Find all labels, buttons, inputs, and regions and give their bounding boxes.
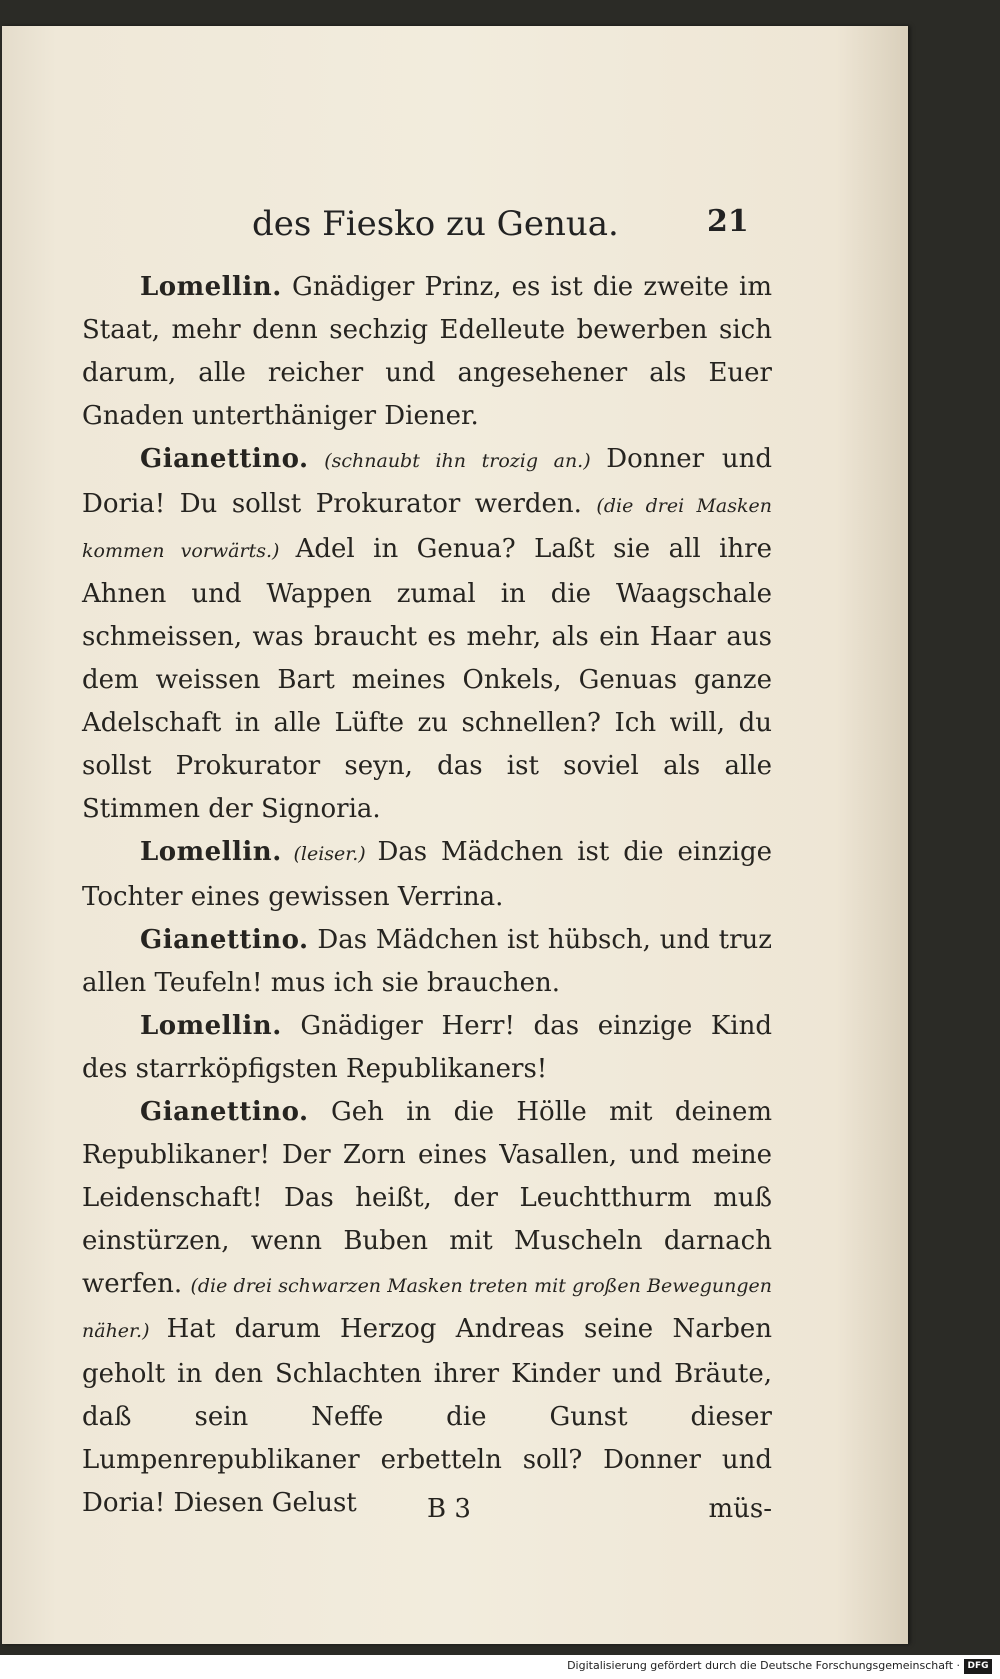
paragraph [82,919,772,1005]
dfg-logo: DFG [964,1659,992,1674]
page-header [252,204,772,254]
dialogue-text: Hat darum Herzog Andreas seine Narben geholt in den Schlachten ihrer Kinder und Bräute, daß sein Neffe die Gunst dieser Lumpenrepublikaner erbetteln soll? Donner und Doria! Diesen Gelust [82,1314,772,1518]
dialogue-text: Das Mädchen ist hübsch, und truz allen Teufeln! mus ich sie brauchen. [82,925,772,998]
paragraph [82,438,772,831]
dialogue-text: Gnädiger Prinz, es ist die zweite im Staat, mehr denn sechzig Edelleute bewerben sich darum, alle reicher und angesehener als Euer Gnaden unterthäniger Diener. [82,272,772,431]
digitization-credit: Digitalisierung gefördert durch die Deutsche Forschungsgemeinschaft · [567,1659,960,1672]
dialogue-text: Donner und Doria! Du sollst Prokurator werden. [82,444,772,519]
stage-direction: (schnaubt ihn trozig an.) [308,450,607,472]
speaker-name: Gianettino. [140,444,309,474]
dialogue-text: Adel in Genua? Laßt sie all ihre Ahnen und Wappen zumal in die Waagschale schmeissen, was braucht es mehr, als ein Haar aus dem weissen Bart meines Onkels, Genuas ganze Adelschaft in alle Lüfte zu schnellen? Ich will, du sollst Prokurator seyn, das ist soviel als alle Stimmen der Signoria. [82,534,772,824]
stage-direction: (die drei Masken kommen vorwärts.) [82,495,772,562]
speaker-name: Lomellin. [140,1011,282,1041]
signature-mark: B 3 [427,1494,471,1524]
body-text [82,266,772,1525]
page-number: 21 [707,204,749,239]
book-page [2,26,908,1644]
digitization-credit-bar [0,1655,1000,1679]
page-footer [82,1494,772,1538]
speaker-name: Lomellin. [140,837,282,867]
running-head: des Fiesko zu Genua. [252,204,619,244]
stage-direction: (leiser.) [281,843,378,865]
paragraph [82,266,772,438]
speaker-name: Gianettino. [140,925,309,955]
speaker-name: Gianettino. [140,1097,309,1127]
speaker-name: Lomellin. [140,272,282,302]
catchword: müs- [708,1494,772,1524]
paragraph [82,1091,772,1525]
paragraph [82,1005,772,1091]
dialogue-text: Gnädiger Herr! das einzige Kind des starrköpfigsten Republikaners! [82,1011,772,1084]
paragraph [82,831,772,919]
dialogue-text: Geh in die Hölle mit deinem Republikaner! Der Zorn eines Vasallen, und meine Leidenschaft! Das heißt, der Leuchtthurm muß einstürzen, wenn Buben mit Muscheln darnach werfen. [82,1097,772,1299]
stage-direction: (die drei schwarzen Masken treten mit großen Bewegungen näher.) [82,1275,773,1342]
dialogue-text: Das Mädchen ist die einzige Tochter eines gewissen Verrina. [82,837,772,912]
